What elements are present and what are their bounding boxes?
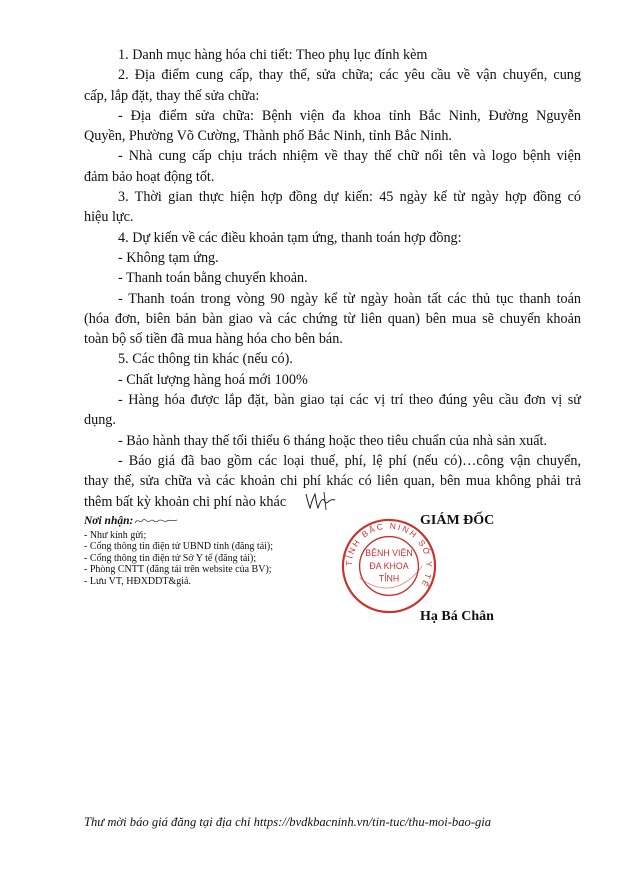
doc-line: đảm bảo hoạt động tốt. xyxy=(84,168,215,185)
doc-line: - Địa điểm sửa chữa: Bệnh viện đa khoa tỉnh Bắc Ninh, Đường Nguyễn xyxy=(118,107,581,124)
doc-line: 3. Thời gian thực hiện hợp đồng dự kiến: 45 ngày kể từ ngày hợp đồng có xyxy=(118,189,581,206)
recipients-title: Nơi nhận: xyxy=(84,515,134,527)
doc-line: dụng. xyxy=(84,412,116,429)
stamp-line-3: TỈNH xyxy=(378,573,400,584)
doc-line: hiệu lực. xyxy=(84,209,134,226)
recipient-item: - Cổng thông tin điện tử UBND tỉnh (đăng tải); xyxy=(84,541,274,553)
doc-line: thay thế, sửa chữa và các khoản chi phí khác có liên quan, bên mua không phải trả xyxy=(84,473,581,490)
recipient-item: - Phòng CNTT (đăng tải trên website của BV); xyxy=(84,564,272,576)
doc-line: 2. Địa điểm cung cấp, thay thế, sửa chữa; các yêu cầu về vận chuyển, cung xyxy=(118,67,581,84)
doc-line: - Bảo hành thay thế tối thiểu 6 tháng hoặc theo tiêu chuẩn của nhà sản xuất. xyxy=(118,432,548,449)
stamp-line-1: BỆNH VIỆN xyxy=(365,548,413,559)
doc-line: - Không tạm ứng. xyxy=(118,249,219,266)
stamp-ring-text: TỈNH BẮC NINH SỞ Y TẾ xyxy=(343,520,435,591)
doc-line: Quyền, Phường Võ Cường, Thành phố Bắc Ninh, tỉnh Bắc Ninh. xyxy=(84,128,452,145)
initials-signature xyxy=(304,488,338,514)
doc-line: 4. Dự kiến về các điều khoản tạm ứng, thanh toán hợp đồng: xyxy=(118,229,462,246)
doc-line: thêm bất kỳ khoản chi phí nào khác xyxy=(84,493,287,510)
doc-line: toàn bộ số tiền đã mua hàng hóa cho bên bán. xyxy=(84,331,343,348)
doc-line: - Thanh toán trong vòng 90 ngày kể từ ngày hoàn tất các thủ tục thanh toán xyxy=(118,290,581,307)
recipient-item: - Cổng thông tin điện tử Sở Y tế (đăng tải); xyxy=(84,552,257,564)
hospital-stamp xyxy=(340,517,438,615)
footer-note: Thư mời báo giá đăng tại địa chỉ https://bvdkbacninh.vn/tin-tuc/thu-moi-bao-gia xyxy=(84,815,492,829)
doc-line: 5. Các thông tin khác (nếu có). xyxy=(118,351,293,368)
recipients-scribble xyxy=(134,515,178,527)
doc-line: - Chất lượng hàng hoá mới 100% xyxy=(118,371,308,388)
doc-line: 1. Danh mục hàng hóa chi tiết: Theo phụ lục đính kèm xyxy=(118,47,428,63)
recipient-item: - Lưu VT, HĐXDDT&giá. xyxy=(84,575,191,587)
doc-line: - Hàng hóa được lắp đặt, bàn giao tại các vị trí theo đúng yêu cầu đơn vị sử xyxy=(118,392,581,409)
document-body xyxy=(84,45,581,512)
recipient-item: - Như kính gửi; xyxy=(84,529,147,541)
doc-line: - Thanh toán bằng chuyển khoản. xyxy=(118,270,308,287)
signer-name: Hạ Bá Chân xyxy=(420,609,494,624)
doc-line: (hóa đơn, biên bản bàn giao và các chứng từ liên quan) bên mua sẽ chuyển khoản xyxy=(84,310,581,327)
recipients-block xyxy=(84,516,273,588)
stamp-line-2: ĐA KHOA xyxy=(369,560,409,571)
doc-line: - Báo giá đã bao gồm các loại thuế, phí, lệ phí (nếu có)…công vận chuyển, xyxy=(118,452,581,469)
signer-title: GIÁM ĐỐC xyxy=(420,513,495,528)
doc-line: cấp, lắp đặt, thay thế sửa chữa: xyxy=(84,87,260,104)
doc-line: - Nhà cung cấp chịu trách nhiệm về thay thế chữ nổi tên và logo bệnh viện xyxy=(118,148,581,165)
